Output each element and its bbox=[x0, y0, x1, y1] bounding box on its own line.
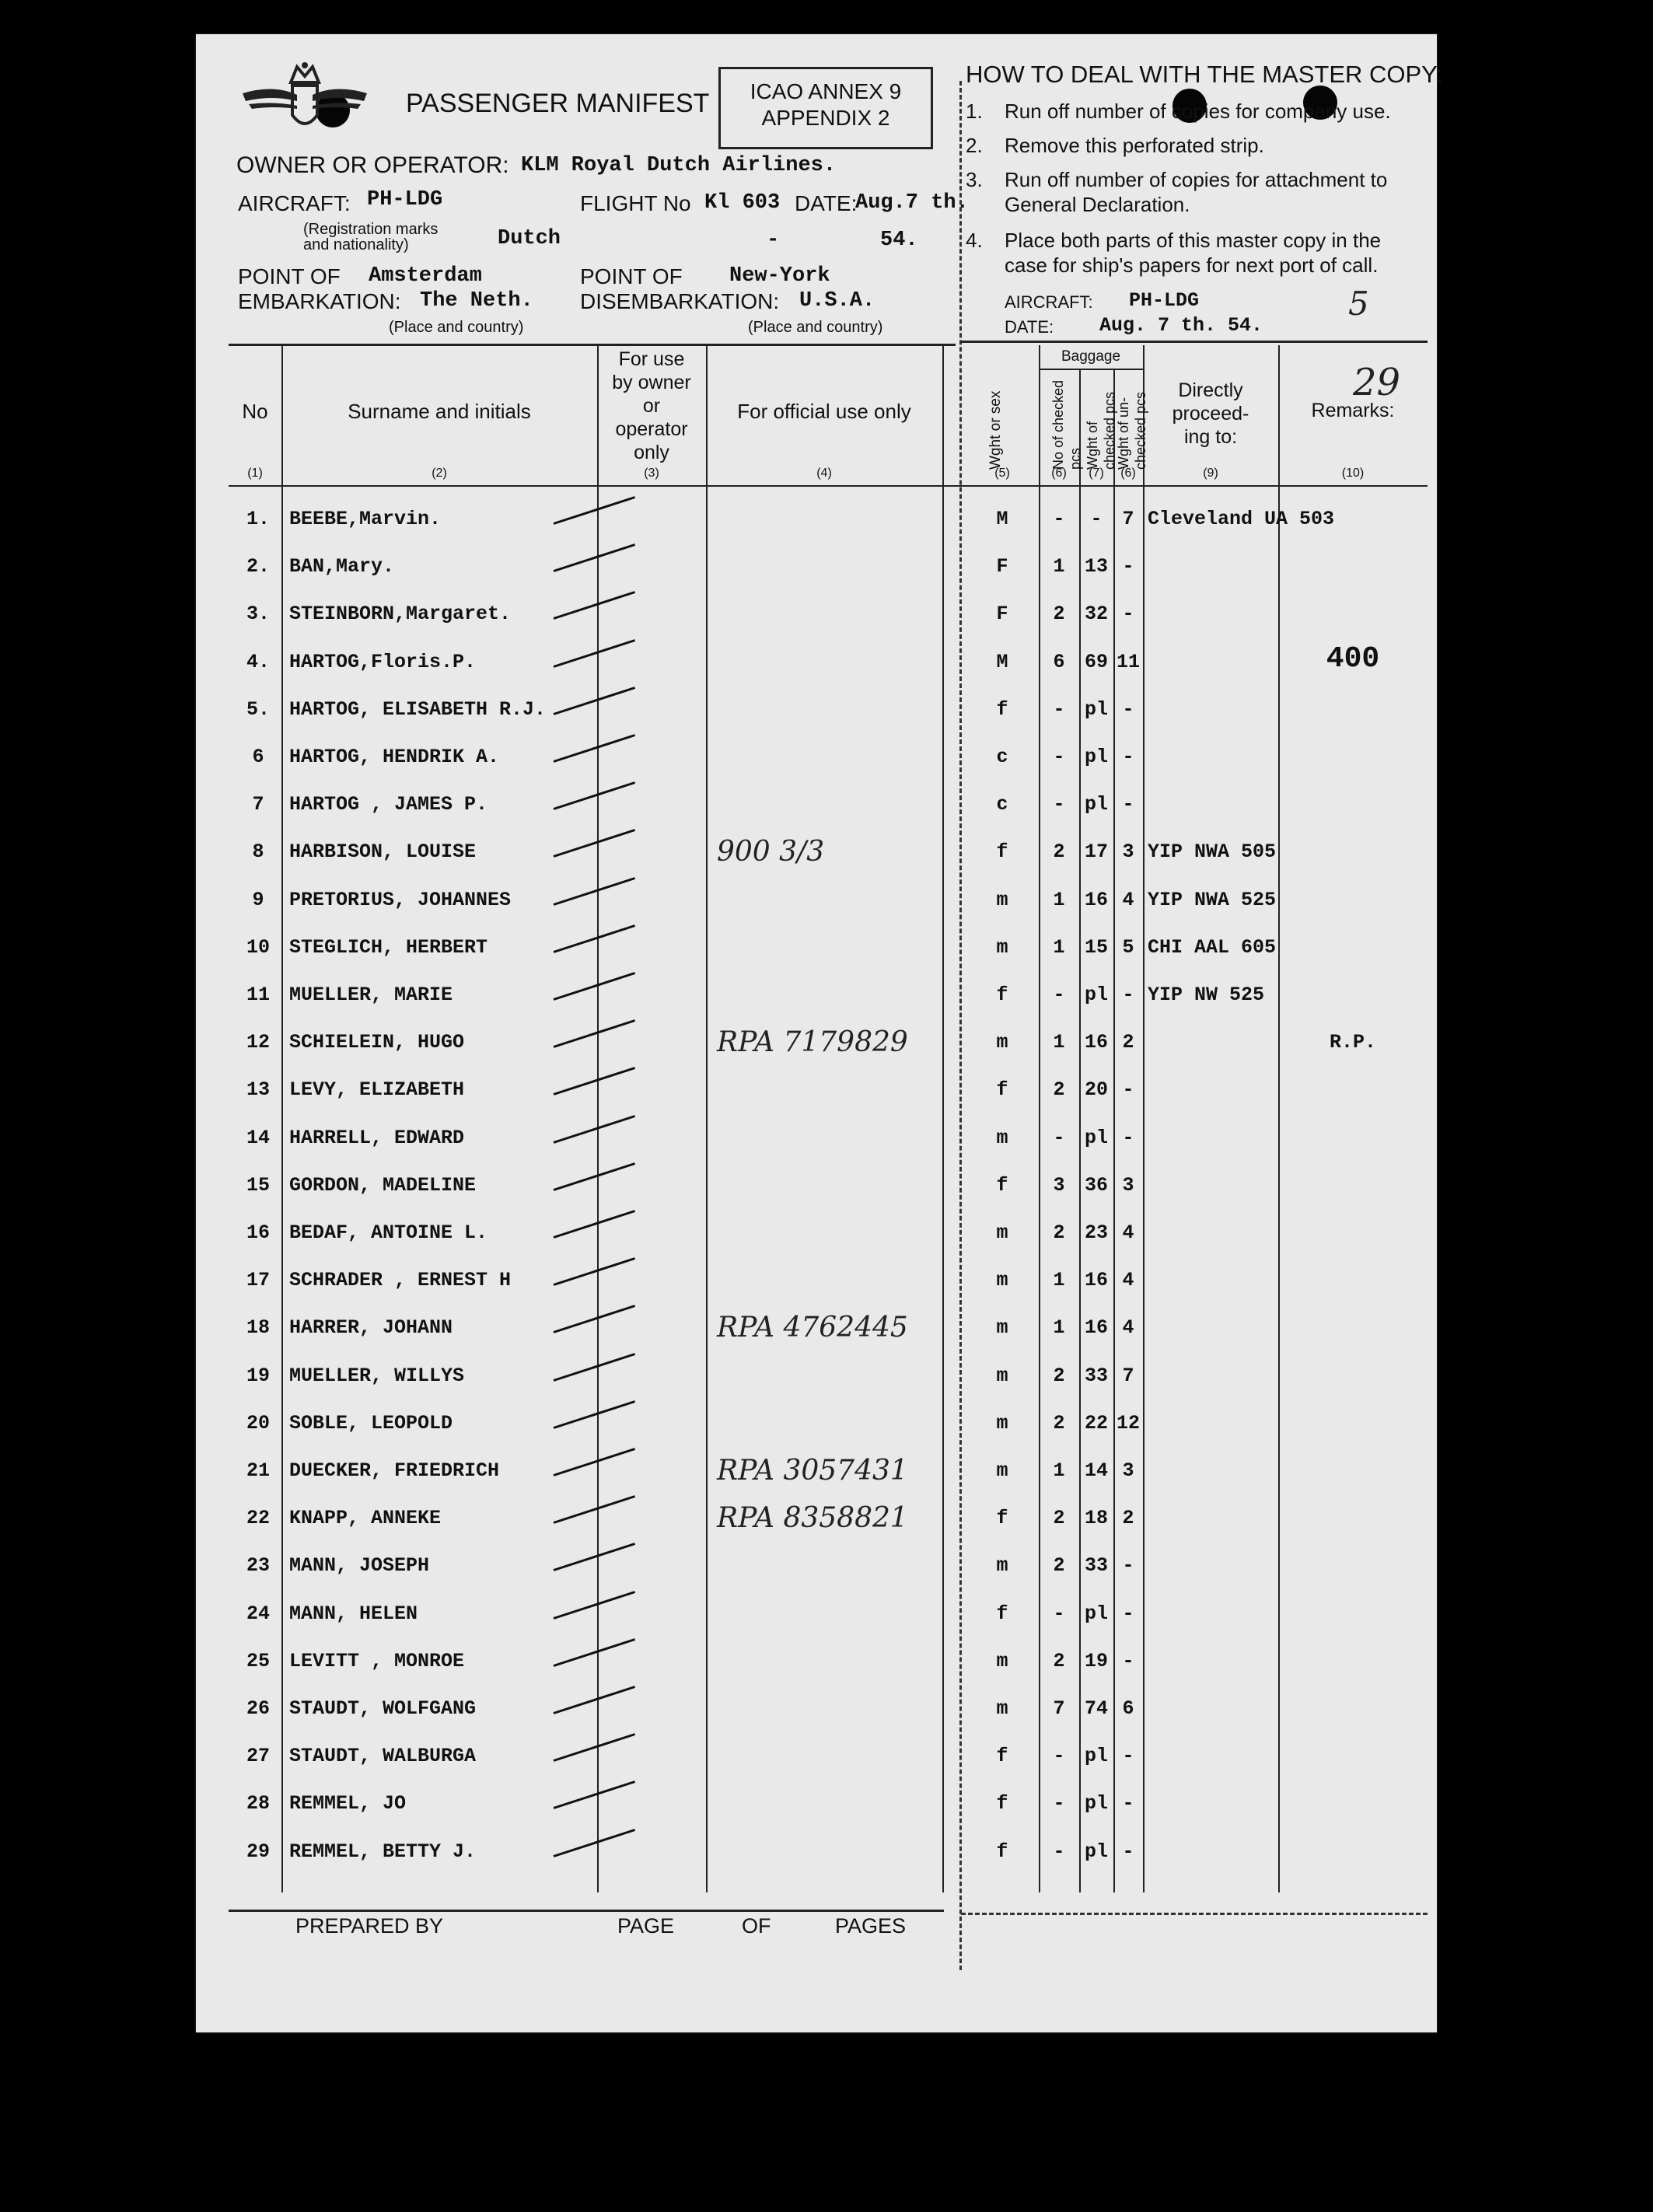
cell-sex: m bbox=[996, 1697, 1008, 1720]
cell-pcs: 2 bbox=[1053, 603, 1065, 626]
cell-no: 12 bbox=[246, 1031, 270, 1054]
date-dash: - bbox=[767, 229, 780, 252]
col-header-no-checked: No of checked pcs bbox=[1050, 379, 1083, 470]
cell-no: 25 bbox=[246, 1649, 270, 1672]
master-copy-item-4-num: 4. bbox=[966, 229, 983, 252]
cell-name: STAUDT, WOLFGANG bbox=[289, 1697, 477, 1720]
prepared-by-label: PREPARED BY bbox=[295, 1914, 444, 1938]
handwritten-mark-29: 29 bbox=[1353, 361, 1401, 404]
date-label: DATE: bbox=[795, 191, 858, 215]
cell-dest: YIP NWA 525 bbox=[1148, 888, 1277, 911]
table-row bbox=[196, 1257, 1437, 1304]
cell-no: 10 bbox=[246, 935, 270, 959]
table-row bbox=[196, 496, 1437, 543]
master-aircraft-value: PH-LDG bbox=[1129, 289, 1200, 312]
cell-name: MUELLER, MARIE bbox=[289, 984, 453, 1006]
cell-sex: f bbox=[996, 1840, 1008, 1863]
disembarkation-value-1: New-York bbox=[729, 264, 830, 288]
cell-unch: 6 bbox=[1122, 1697, 1134, 1720]
cell-no: 22 bbox=[246, 1507, 270, 1530]
cell-unch: - bbox=[1122, 1554, 1134, 1578]
cell-pcs: 1 bbox=[1053, 935, 1065, 959]
table-row bbox=[196, 1780, 1437, 1827]
form-title: PASSENGER MANIFEST bbox=[406, 89, 710, 118]
cell-sex: m bbox=[996, 1459, 1008, 1482]
cell-name: LEVITT , MONROE bbox=[289, 1649, 465, 1672]
cell-no: 7 bbox=[252, 793, 264, 816]
col-num-1: (1) bbox=[247, 467, 263, 480]
cell-pcs: 6 bbox=[1053, 650, 1065, 673]
cell-unch: 3 bbox=[1122, 1459, 1134, 1482]
disembarkation-place-note: (Place and country) bbox=[748, 319, 883, 336]
of-label: OF bbox=[742, 1914, 771, 1938]
cell-pcs: 2 bbox=[1053, 1364, 1065, 1387]
cell-pcs: - bbox=[1053, 793, 1065, 816]
col-header-official: For official use only bbox=[737, 400, 911, 423]
owner-label: OWNER OR OPERATOR: bbox=[236, 152, 509, 178]
cell-wght: 74 bbox=[1084, 1697, 1108, 1720]
cell-sex: M bbox=[996, 508, 1008, 530]
cell-sex: m bbox=[996, 1554, 1008, 1578]
registration-note-2: and nationality) bbox=[303, 236, 409, 253]
cell-name: STEGLICH, HERBERT bbox=[289, 935, 488, 959]
handwritten-mark-5: 5 bbox=[1348, 285, 1369, 323]
col-header-no: No bbox=[242, 400, 268, 423]
cell-dest: YIP NW 525 bbox=[1148, 984, 1265, 1006]
cell-name: BEEBE,Marvin. bbox=[289, 508, 442, 530]
cell-sex: c bbox=[996, 793, 1008, 816]
embarkation-place-note: (Place and country) bbox=[389, 319, 524, 336]
cell-unch: 4 bbox=[1122, 1316, 1134, 1340]
cell-no: 27 bbox=[246, 1745, 270, 1768]
cell-wght: 36 bbox=[1084, 1173, 1108, 1197]
master-copy-item-1-num: 1. bbox=[966, 100, 983, 123]
cell-pcs: 1 bbox=[1053, 1316, 1065, 1340]
cell-pcs: 7 bbox=[1053, 1697, 1065, 1720]
table-row bbox=[196, 1638, 1437, 1685]
master-copy-item-2-num: 2. bbox=[966, 134, 983, 157]
cell-official: RPA 4762445 bbox=[717, 1312, 908, 1344]
cell-unch: - bbox=[1122, 984, 1134, 1006]
cell-name: HARTOG,Floris.P. bbox=[289, 650, 477, 673]
cell-sex: m bbox=[996, 1269, 1008, 1292]
cell-wght: 19 bbox=[1084, 1649, 1108, 1672]
cell-pcs: 2 bbox=[1053, 1221, 1065, 1244]
cell-unch: - bbox=[1122, 1126, 1134, 1149]
cell-name: STEINBORN,Margaret. bbox=[289, 603, 512, 626]
col-num-2: (2) bbox=[432, 467, 447, 480]
table-row bbox=[196, 639, 1437, 686]
cell-name: HARTOG, HENDRIK A. bbox=[289, 746, 500, 768]
cell-pcs: - bbox=[1053, 1602, 1065, 1625]
cell-unch: 3 bbox=[1122, 840, 1134, 864]
cell-unch: 2 bbox=[1122, 1507, 1134, 1530]
cell-wght: 13 bbox=[1084, 555, 1108, 578]
cell-pcs: 2 bbox=[1053, 1554, 1065, 1578]
col-header-directly-2: proceed- bbox=[1172, 403, 1249, 425]
cell-sex: m bbox=[996, 1126, 1008, 1149]
cell-unch: - bbox=[1122, 1792, 1134, 1815]
cell-pcs: - bbox=[1053, 1792, 1065, 1815]
baggage-header-rule bbox=[1039, 369, 1143, 370]
cell-sex: m bbox=[996, 1031, 1008, 1054]
table-row bbox=[196, 1067, 1437, 1113]
table-row bbox=[196, 543, 1437, 590]
cell-sex: m bbox=[996, 935, 1008, 959]
cell-sex: m bbox=[996, 1364, 1008, 1387]
date-value: Aug.7 th. bbox=[855, 191, 969, 215]
cell-pcs: - bbox=[1053, 746, 1065, 768]
cell-name: LEVY, ELIZABETH bbox=[289, 1078, 465, 1102]
nationality-value: Dutch bbox=[498, 227, 561, 250]
col-num-10: (10) bbox=[1341, 467, 1365, 480]
cell-unch: 3 bbox=[1122, 1173, 1134, 1197]
col-header-owner-4: operator bbox=[615, 418, 688, 440]
cell-pcs: 1 bbox=[1053, 1269, 1065, 1292]
cell-no: 4. bbox=[246, 650, 270, 673]
cell-no: 9 bbox=[252, 888, 264, 911]
master-copy-item-3-cont: General Declaration. bbox=[1005, 193, 1190, 216]
cell-wght: pl bbox=[1084, 1840, 1108, 1863]
col-header-remarks: Remarks: bbox=[1311, 400, 1395, 421]
cell-wght: pl bbox=[1084, 1126, 1108, 1149]
cell-sex: m bbox=[996, 888, 1008, 911]
table-row bbox=[196, 591, 1437, 638]
cell-wght: 69 bbox=[1084, 650, 1108, 673]
col-num-7: (7) bbox=[1089, 467, 1104, 480]
cell-name: PRETORIUS, JOHANNES bbox=[289, 888, 512, 911]
cell-sex: f bbox=[996, 1507, 1008, 1530]
embarkation-value-2: The Neth. bbox=[420, 289, 533, 313]
embarkation-label-2: EMBARKATION: bbox=[238, 289, 401, 313]
cell-pcs: 1 bbox=[1053, 1459, 1065, 1482]
cell-wght: 33 bbox=[1084, 1554, 1108, 1578]
table-row bbox=[196, 1829, 1437, 1875]
cell-sex: f bbox=[996, 1792, 1008, 1815]
cell-wght: 16 bbox=[1084, 888, 1108, 911]
col-header-owner-2: by owner bbox=[612, 372, 691, 393]
col-header-surname: Surname and initials bbox=[348, 400, 531, 423]
disembarkation-label-1: POINT OF bbox=[580, 264, 683, 288]
cell-wght: pl bbox=[1084, 1792, 1108, 1815]
cell-pcs: 1 bbox=[1053, 1031, 1065, 1054]
cell-sex: m bbox=[996, 1411, 1008, 1434]
cell-no: 19 bbox=[246, 1364, 270, 1387]
cell-unch: 5 bbox=[1122, 935, 1134, 959]
cell-name: STAUDT, WALBURGA bbox=[289, 1745, 477, 1768]
table-row bbox=[196, 1495, 1437, 1542]
cell-name: BAN,Mary. bbox=[289, 555, 395, 578]
cell-sex: M bbox=[996, 650, 1008, 673]
cell-sex: f bbox=[996, 697, 1008, 721]
pages-label: PAGES bbox=[835, 1914, 907, 1938]
col-header-wght-unchecked: Wght of un- checked pcs bbox=[1116, 391, 1148, 470]
cell-unch: - bbox=[1122, 793, 1134, 816]
cell-sex: f bbox=[996, 1602, 1008, 1625]
master-date-label: DATE: bbox=[1005, 317, 1054, 337]
cell-no: 13 bbox=[246, 1078, 270, 1102]
cell-name: GORDON, MADELINE bbox=[289, 1173, 477, 1197]
master-aircraft-label: AIRCRAFT: bbox=[1005, 292, 1093, 312]
cell-pcs: - bbox=[1053, 508, 1065, 530]
cell-name: MUELLER, WILLYS bbox=[289, 1364, 465, 1387]
master-copy-item-4-cont: case for ship's papers for next port of call. bbox=[1005, 253, 1379, 277]
cell-pcs: 2 bbox=[1053, 1078, 1065, 1102]
cell-wght: 14 bbox=[1084, 1459, 1108, 1482]
cell-wght: 17 bbox=[1084, 840, 1108, 864]
col-num-3: (3) bbox=[644, 467, 659, 480]
table-row bbox=[196, 877, 1437, 924]
cell-pcs: - bbox=[1053, 1745, 1065, 1768]
cell-unch: 2 bbox=[1122, 1031, 1134, 1054]
master-copy-item-3-num: 3. bbox=[966, 168, 983, 191]
icao-annex-line2: APPENDIX 2 bbox=[761, 106, 890, 130]
cell-wght: pl bbox=[1084, 1745, 1108, 1768]
cell-no: 29 bbox=[246, 1840, 270, 1863]
cell-no: 15 bbox=[246, 1173, 270, 1197]
col-header-wght-checked: Wght of checked pcs bbox=[1085, 391, 1117, 470]
cell-no: 3. bbox=[246, 603, 270, 626]
cell-unch: 12 bbox=[1116, 1411, 1140, 1434]
cell-name: REMMEL, JO bbox=[289, 1792, 407, 1815]
cell-name: MANN, JOSEPH bbox=[289, 1554, 430, 1578]
cell-wght: 18 bbox=[1084, 1507, 1108, 1530]
cell-wght: pl bbox=[1084, 984, 1108, 1006]
cell-name: HARRELL, EDWARD bbox=[289, 1126, 465, 1149]
cell-unch: 4 bbox=[1122, 888, 1134, 911]
cell-name: SCHRADER , ERNEST H bbox=[289, 1269, 512, 1292]
cell-unch: - bbox=[1122, 1745, 1134, 1768]
cell-no: 6 bbox=[252, 746, 264, 768]
master-copy-item-1: Run off number of copies for company use. bbox=[1005, 100, 1391, 123]
header-bottom-rule bbox=[229, 485, 1428, 487]
table-row bbox=[196, 687, 1437, 733]
col-header-weight-sex: Wght or sex bbox=[987, 390, 1004, 470]
cell-wght: pl bbox=[1084, 697, 1108, 721]
table-row bbox=[196, 829, 1437, 875]
table-row bbox=[196, 972, 1437, 1019]
col-num-5: (5) bbox=[994, 467, 1010, 480]
master-copy-item-4: Place both parts of this master copy in the bbox=[1005, 229, 1382, 252]
cell-wght: 33 bbox=[1084, 1364, 1108, 1387]
cell-unch: - bbox=[1122, 1602, 1134, 1625]
cell-pcs: - bbox=[1053, 984, 1065, 1006]
footer-rule-right bbox=[961, 1913, 1428, 1915]
cell-no: 18 bbox=[246, 1316, 270, 1340]
cell-name: HARTOG , JAMES P. bbox=[289, 793, 488, 816]
cell-unch: - bbox=[1122, 1649, 1134, 1672]
cell-remark: R.P. bbox=[1329, 1031, 1376, 1054]
cell-no: 1. bbox=[246, 508, 270, 530]
icao-annex-line1: ICAO ANNEX 9 bbox=[750, 79, 902, 103]
cell-wght: 23 bbox=[1084, 1221, 1108, 1244]
cell-unch: - bbox=[1122, 1078, 1134, 1102]
aircraft-label: AIRCRAFT: bbox=[238, 191, 351, 215]
cell-name: REMMEL, BETTY J. bbox=[289, 1840, 477, 1863]
cell-wght: 20 bbox=[1084, 1078, 1108, 1102]
flight-label: FLIGHT No bbox=[580, 191, 691, 215]
cell-wght: pl bbox=[1084, 793, 1108, 816]
cell-name: HARRER, JOHANN bbox=[289, 1316, 453, 1340]
cell-unch: 4 bbox=[1122, 1221, 1134, 1244]
disembarkation-value-2: U.S.A. bbox=[799, 289, 875, 313]
cell-pcs: 2 bbox=[1053, 1507, 1065, 1530]
col-num-6a: (6) bbox=[1051, 467, 1067, 480]
cell-official: RPA 7179829 bbox=[717, 1026, 908, 1059]
cell-wght: 16 bbox=[1084, 1316, 1108, 1340]
registration-note-1: (Registration marks bbox=[303, 221, 439, 238]
date-year: 54. bbox=[880, 229, 918, 252]
master-copy-title: HOW TO DEAL WITH THE MASTER COPY: bbox=[966, 61, 1443, 88]
klm-crown-logo bbox=[235, 61, 375, 138]
cell-name: SOBLE, LEOPOLD bbox=[289, 1411, 453, 1434]
cell-no: 20 bbox=[246, 1411, 270, 1434]
cell-no: 17 bbox=[246, 1269, 270, 1292]
cell-pcs: 1 bbox=[1053, 555, 1065, 578]
disembarkation-label-2: DISEMBARKATION: bbox=[580, 289, 780, 313]
cell-pcs: 1 bbox=[1053, 888, 1065, 911]
cell-wght: 16 bbox=[1084, 1031, 1108, 1054]
cell-name: HARBISON, LOUISE bbox=[289, 840, 477, 864]
cell-no: 16 bbox=[246, 1221, 270, 1244]
col-header-owner-3: or bbox=[642, 395, 661, 417]
cell-no: 28 bbox=[246, 1792, 270, 1815]
table-row bbox=[196, 1162, 1437, 1209]
cell-sex: m bbox=[996, 1316, 1008, 1340]
manifest-page bbox=[196, 34, 1443, 2032]
table-row bbox=[196, 1448, 1437, 1494]
cell-wght: 32 bbox=[1084, 603, 1108, 626]
cell-official: RPA 3057431 bbox=[717, 1455, 908, 1487]
table-row bbox=[196, 1305, 1437, 1351]
cell-unch: - bbox=[1122, 603, 1134, 626]
cell-no: 5. bbox=[246, 697, 270, 721]
cell-no: 23 bbox=[246, 1554, 270, 1578]
cell-unch: 4 bbox=[1122, 1269, 1134, 1292]
cell-wght: 16 bbox=[1084, 1269, 1108, 1292]
cell-no: 14 bbox=[246, 1126, 270, 1149]
aircraft-value: PH-LDG bbox=[367, 188, 443, 211]
cell-wght: pl bbox=[1084, 1602, 1108, 1625]
cell-wght: pl bbox=[1084, 746, 1108, 768]
page-label: PAGE bbox=[617, 1914, 675, 1938]
cell-official: 900 3/3 bbox=[717, 836, 825, 868]
table-row bbox=[196, 1353, 1437, 1400]
col-num-6b: (6) bbox=[1120, 467, 1136, 480]
cell-unch: 11 bbox=[1116, 650, 1140, 673]
cell-unch: - bbox=[1122, 555, 1134, 578]
cell-sex: F bbox=[996, 603, 1008, 626]
cell-pcs: - bbox=[1053, 1840, 1065, 1863]
table-row bbox=[196, 1400, 1437, 1447]
col-header-owner-5: only bbox=[634, 442, 669, 463]
cell-sex: f bbox=[996, 984, 1008, 1006]
col-header-directly-1: Directly bbox=[1178, 379, 1243, 401]
cell-dest: YIP NWA 505 bbox=[1148, 840, 1277, 864]
cell-sex: f bbox=[996, 1745, 1008, 1768]
master-copy-item-3: Run off number of copies for attachment to bbox=[1005, 168, 1388, 191]
table-row bbox=[196, 1543, 1437, 1589]
table-row bbox=[196, 781, 1437, 828]
cell-remark: 400 bbox=[1326, 641, 1380, 676]
cell-unch: 7 bbox=[1122, 1364, 1134, 1387]
embarkation-value-1: Amsterdam bbox=[369, 264, 482, 288]
cell-dest: CHI AAL 605 bbox=[1148, 935, 1277, 959]
embarkation-label-1: POINT OF bbox=[238, 264, 341, 288]
cell-sex: m bbox=[996, 1221, 1008, 1244]
cell-name: HARTOG, ELISABETH R.J. bbox=[289, 697, 547, 721]
cell-sex: f bbox=[996, 840, 1008, 864]
cell-no: 11 bbox=[246, 984, 270, 1006]
cell-pcs: 2 bbox=[1053, 1649, 1065, 1672]
cell-sex: F bbox=[996, 555, 1008, 578]
cell-pcs: 3 bbox=[1053, 1173, 1065, 1197]
cell-pcs: 2 bbox=[1053, 1411, 1065, 1434]
owner-value: KLM Royal Dutch Airlines. bbox=[521, 154, 837, 177]
col-header-directly-3: ing to: bbox=[1183, 426, 1238, 448]
table-row bbox=[196, 1591, 1437, 1637]
cell-wght: 22 bbox=[1084, 1411, 1108, 1434]
table-row bbox=[196, 1733, 1437, 1780]
cell-no: 8 bbox=[252, 840, 264, 864]
cell-no: 24 bbox=[246, 1602, 270, 1625]
cell-no: 2. bbox=[246, 555, 270, 578]
table-top-rule bbox=[229, 344, 956, 346]
table-top-rule-right bbox=[961, 341, 1428, 343]
cell-no: 21 bbox=[246, 1459, 270, 1482]
col-num-9: (9) bbox=[1203, 467, 1218, 480]
cell-unch: - bbox=[1122, 697, 1134, 721]
cell-pcs: - bbox=[1053, 1126, 1065, 1149]
table-row bbox=[196, 924, 1437, 971]
cell-dest: Cleveland UA 503 bbox=[1148, 508, 1335, 530]
footer-rule bbox=[229, 1910, 944, 1912]
cell-sex: f bbox=[996, 1078, 1008, 1102]
table-row bbox=[196, 1210, 1437, 1256]
col-header-owner-1: For use bbox=[618, 348, 685, 370]
cell-unch: - bbox=[1122, 1840, 1134, 1863]
master-copy-item-2: Remove this perforated strip. bbox=[1005, 134, 1264, 157]
cell-pcs: - bbox=[1053, 697, 1065, 721]
cell-name: DUECKER, FRIEDRICH bbox=[289, 1459, 500, 1482]
cell-wght: - bbox=[1090, 508, 1103, 530]
table-row bbox=[196, 1019, 1437, 1066]
flight-value: Kl 603 bbox=[704, 191, 781, 215]
col-header-baggage: Baggage bbox=[1061, 348, 1121, 365]
cell-sex: c bbox=[996, 746, 1008, 768]
cell-wght: 15 bbox=[1084, 935, 1108, 959]
cell-pcs: 2 bbox=[1053, 840, 1065, 864]
cell-no: 26 bbox=[246, 1697, 270, 1720]
table-row bbox=[196, 1115, 1437, 1162]
cell-name: MANN, HELEN bbox=[289, 1602, 418, 1625]
cell-unch: 7 bbox=[1122, 508, 1134, 530]
cell-name: KNAPP, ANNEKE bbox=[289, 1507, 442, 1530]
master-date-value: Aug. 7 th. 54. bbox=[1099, 314, 1263, 337]
cell-name: BEDAF, ANTOINE L. bbox=[289, 1221, 488, 1244]
cell-sex: m bbox=[996, 1649, 1008, 1672]
cell-sex: f bbox=[996, 1173, 1008, 1197]
table-row bbox=[196, 734, 1437, 781]
col-num-4: (4) bbox=[816, 467, 832, 480]
cell-official: RPA 8358821 bbox=[717, 1502, 908, 1535]
cell-name: SCHIELEIN, HUGO bbox=[289, 1031, 465, 1054]
table-row bbox=[196, 1686, 1437, 1732]
cell-unch: - bbox=[1122, 746, 1134, 768]
